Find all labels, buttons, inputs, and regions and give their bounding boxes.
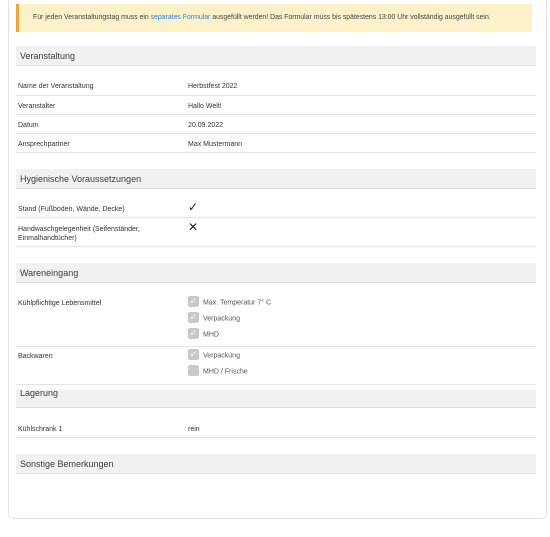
contact-label: Ansprechpartner xyxy=(18,141,70,148)
section-remarks: Sonstige Bemerkungen xyxy=(16,454,536,474)
bakery-label: Backwaren xyxy=(18,353,53,360)
handwash-label xyxy=(18,225,168,243)
option-max-temperature-label: Max. Temperatur 7° C xyxy=(203,299,272,307)
checkbox-max-temperature[interactable]: ✓ xyxy=(189,296,198,306)
row-organizer xyxy=(16,96,536,115)
row-contact xyxy=(16,134,536,153)
section-event: Veranstaltung xyxy=(16,46,536,66)
notice-text-after: ausgefüllt werden! Das Formular muss bis spätestens 13:00 Uhr vollständig ausgefüllt sein. xyxy=(210,14,491,21)
section-goods-in: Wareneingang xyxy=(16,263,536,283)
cross-icon: ✕ xyxy=(188,220,199,234)
option-freshness-bakery-label: MHD / Frische xyxy=(203,368,248,376)
handwash-label-line1: Handwaschgelegenheit (Seifenständer, xyxy=(18,226,140,233)
contact-value: Max Mustermann xyxy=(188,141,243,148)
row-handwash xyxy=(16,218,536,247)
section-storage xyxy=(16,390,536,408)
organizer-value: Hallo Welt! xyxy=(188,103,222,110)
section-storage-title: Lagerung xyxy=(20,390,59,398)
check-icon: ✓ xyxy=(188,200,199,214)
event-name-value: Herbstfest 2022 xyxy=(188,83,238,90)
separate-form-link[interactable]: separates Formular xyxy=(150,14,211,21)
deadline-notice xyxy=(16,4,532,32)
row-date xyxy=(16,115,536,134)
row-event-name xyxy=(16,79,536,96)
event-name-label: Name der Veranstaltung xyxy=(18,83,94,90)
section-hygiene: Hygienische Voraussetzungen xyxy=(16,169,536,189)
chilled-food-label: Kühlpflichtige Lebensmittel xyxy=(18,300,102,307)
checkbox-packaging-bakery[interactable]: ✓ xyxy=(189,349,198,359)
checkbox-mhd-chilled[interactable]: ✓ xyxy=(189,328,198,338)
notice-text-before: Für jeden Veranstaltungstag muss ein xyxy=(33,14,151,21)
option-packaging-bakery-label: Verpackung xyxy=(203,352,240,360)
date-value: 20.09.2022 xyxy=(188,122,224,129)
form-card xyxy=(8,0,547,519)
stand-label: Stand (Fußboden, Wände, Decke) xyxy=(18,206,125,213)
row-stand xyxy=(16,198,536,218)
row-bakery xyxy=(16,347,536,385)
organizer-label: Veranstalter xyxy=(18,103,56,110)
row-fridge xyxy=(16,419,536,438)
fridge-label: Kühlschrank 1 xyxy=(18,426,63,433)
date-label: Datum xyxy=(18,122,39,129)
option-freshness-bakery[interactable] xyxy=(188,366,248,378)
option-packaging-chilled-label: Verpackung xyxy=(203,315,240,323)
fridge-value: rein xyxy=(188,426,200,433)
checkbox-freshness-bakery[interactable] xyxy=(188,365,199,376)
handwash-label-line2: Einmalhandtücher) xyxy=(18,235,77,242)
option-mhd-chilled-label: MHD xyxy=(203,331,219,339)
option-packaging-chilled[interactable] xyxy=(188,313,240,325)
option-mhd-chilled[interactable] xyxy=(188,329,219,341)
checkbox-packaging-chilled[interactable]: ✓ xyxy=(189,312,198,322)
row-chilled-food xyxy=(16,292,536,347)
option-max-temperature[interactable] xyxy=(188,297,271,309)
option-packaging-bakery[interactable] xyxy=(188,350,240,362)
